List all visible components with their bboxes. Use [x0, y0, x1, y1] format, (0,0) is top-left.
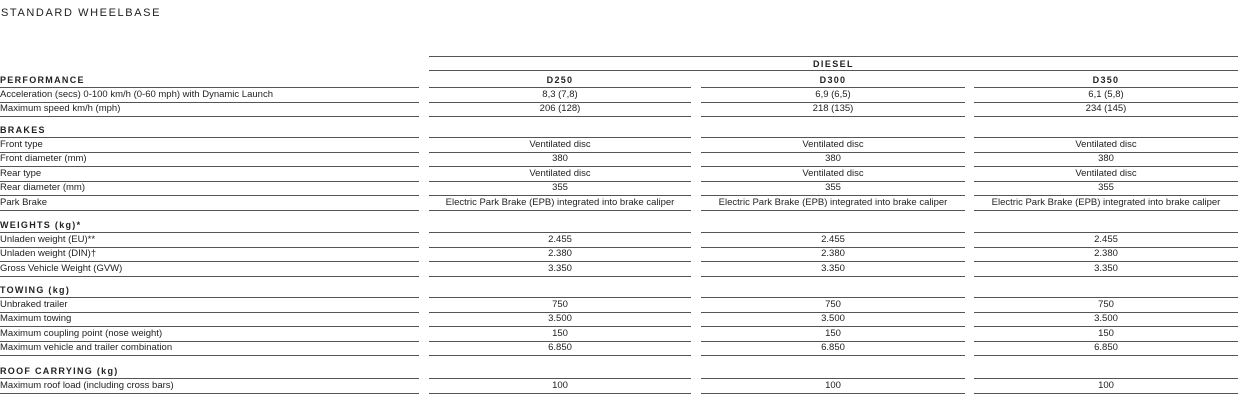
- table-row: [0, 379, 1241, 394]
- row-value: 3.350: [974, 262, 1238, 277]
- column-header: [974, 364, 1238, 379]
- table-row: [0, 298, 1241, 313]
- row-value: Ventilated disc: [429, 167, 691, 182]
- row-value: 2.455: [429, 233, 691, 248]
- row-value: 750: [701, 298, 965, 313]
- row-value: 2.455: [701, 233, 965, 248]
- row-value: 2.455: [974, 233, 1238, 248]
- row-label: Rear diameter (mm): [0, 181, 419, 196]
- row-label: Maximum coupling point (nose weight): [0, 327, 419, 342]
- column-header: [429, 364, 691, 379]
- row-value: 234 (145): [974, 102, 1238, 117]
- row-value: 380: [701, 152, 965, 167]
- row-value: 380: [974, 152, 1238, 167]
- table-row: [0, 181, 1241, 196]
- row-value: 355: [701, 181, 965, 196]
- row-value: Electric Park Brake (EPB) integrated into brake caliper: [974, 196, 1238, 211]
- table-row: [0, 196, 1241, 211]
- row-value: Electric Park Brake (EPB) integrated into brake caliper: [429, 196, 691, 211]
- table-row: [0, 247, 1241, 262]
- section-title: BRAKES: [0, 123, 419, 138]
- table-row: [0, 152, 1241, 167]
- column-header: D250: [429, 73, 691, 88]
- column-header: [701, 283, 965, 298]
- column-header: D350: [974, 73, 1238, 88]
- row-value: 355: [974, 181, 1238, 196]
- section-header: [0, 283, 1241, 298]
- section-header: [0, 123, 1241, 138]
- column-header: [974, 123, 1238, 138]
- section-title: ROOF CARRYING (kg): [0, 364, 419, 379]
- column-header: [701, 123, 965, 138]
- row-value: 100: [701, 379, 965, 394]
- row-value: 6,1 (5,8): [974, 88, 1238, 103]
- section-title: TOWING (kg): [0, 283, 419, 298]
- row-value: 6.850: [429, 341, 691, 356]
- row-value: 100: [974, 379, 1238, 394]
- section-header: [0, 218, 1241, 233]
- row-value: 2.380: [974, 247, 1238, 262]
- row-value: 2.380: [701, 247, 965, 262]
- row-value: 750: [429, 298, 691, 313]
- row-value: Ventilated disc: [701, 167, 965, 182]
- row-label: Gross Vehicle Weight (GVW): [0, 262, 419, 277]
- column-header: [429, 218, 691, 233]
- row-value: 3.350: [429, 262, 691, 277]
- row-value: Ventilated disc: [974, 167, 1238, 182]
- row-label: Acceleration (secs) 0-100 km/h (0-60 mph) with Dynamic Launch: [0, 88, 419, 103]
- column-header: D300: [701, 73, 965, 88]
- section-header: [0, 73, 1241, 88]
- row-label: Maximum vehicle and trailer combination: [0, 341, 419, 356]
- table-row: [0, 341, 1241, 356]
- table-row: [0, 327, 1241, 342]
- row-value: 150: [701, 327, 965, 342]
- row-value: 750: [974, 298, 1238, 313]
- column-header: [429, 123, 691, 138]
- row-value: 3.500: [429, 312, 691, 327]
- page-title: STANDARD WHEELBASE: [1, 7, 162, 19]
- row-value: 3.350: [701, 262, 965, 277]
- row-label: Rear type: [0, 167, 419, 182]
- row-label: Maximum speed km/h (mph): [0, 102, 419, 117]
- table-row: [0, 102, 1241, 117]
- row-value: 6.850: [974, 341, 1238, 356]
- row-label: Unbraked trailer: [0, 298, 419, 313]
- row-value: 206 (128): [429, 102, 691, 117]
- row-value: Electric Park Brake (EPB) integrated into brake caliper: [701, 196, 965, 211]
- row-value: 100: [429, 379, 691, 394]
- row-label: Unladen weight (EU)**: [0, 233, 419, 248]
- column-header: [701, 218, 965, 233]
- row-value: 355: [429, 181, 691, 196]
- row-value: 150: [429, 327, 691, 342]
- row-label: Maximum towing: [0, 312, 419, 327]
- column-header: [974, 218, 1238, 233]
- row-value: 3.500: [701, 312, 965, 327]
- row-value: 6.850: [701, 341, 965, 356]
- table-row: [0, 88, 1241, 103]
- column-header: [429, 283, 691, 298]
- row-value: Ventilated disc: [429, 138, 691, 153]
- section-title: PERFORMANCE: [0, 73, 419, 88]
- column-header: [701, 364, 965, 379]
- table-row: [0, 233, 1241, 248]
- table-row: [0, 167, 1241, 182]
- row-label: Front type: [0, 138, 419, 153]
- table-row: [0, 138, 1241, 153]
- row-value: 218 (135): [701, 102, 965, 117]
- row-label: Park Brake: [0, 196, 419, 211]
- row-value: Ventilated disc: [974, 138, 1238, 153]
- column-header: [974, 283, 1238, 298]
- table-row: [0, 262, 1241, 277]
- row-label: Unladen weight (DIN)†: [0, 247, 419, 262]
- row-value: 2.380: [429, 247, 691, 262]
- row-label: Maximum roof load (including cross bars): [0, 379, 419, 394]
- row-value: 3.500: [974, 312, 1238, 327]
- row-value: 380: [429, 152, 691, 167]
- row-value: 150: [974, 327, 1238, 342]
- table-row: [0, 312, 1241, 327]
- row-label: Front diameter (mm): [0, 152, 419, 167]
- section-title: WEIGHTS (kg)*: [0, 218, 419, 233]
- row-value: 6,9 (6,5): [701, 88, 965, 103]
- row-value: Ventilated disc: [701, 138, 965, 153]
- diesel-group-header: DIESEL: [429, 56, 1238, 71]
- section-header: [0, 364, 1241, 379]
- row-value: 8,3 (7,8): [429, 88, 691, 103]
